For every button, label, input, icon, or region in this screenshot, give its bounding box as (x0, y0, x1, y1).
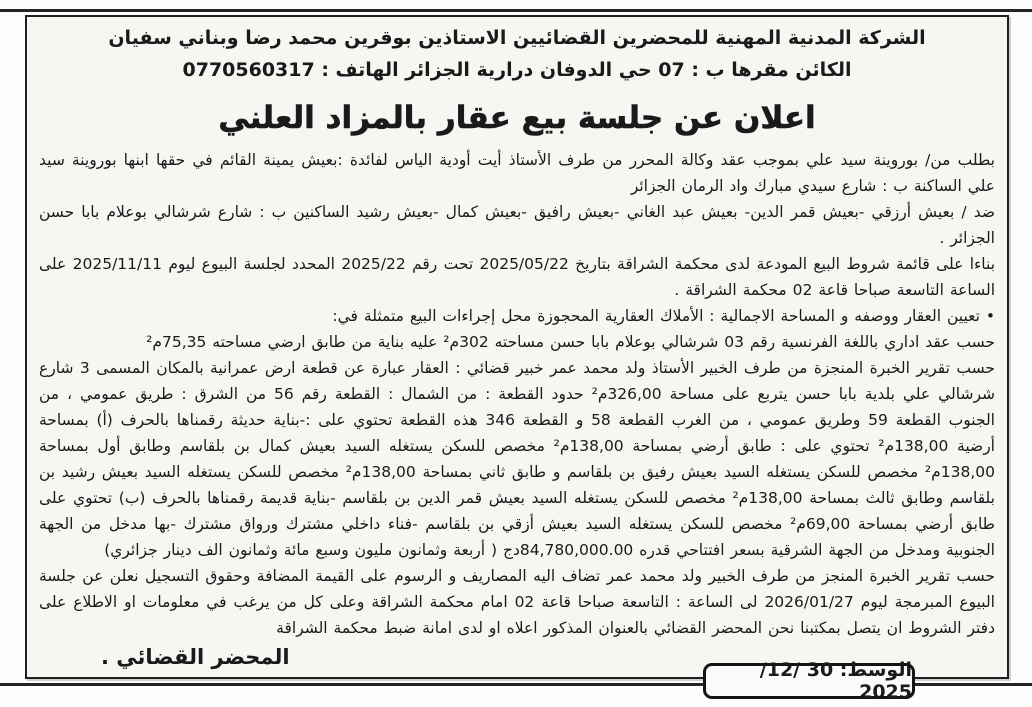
document-frame (25, 15, 1009, 679)
bailiff-signature: المحضر القضائي . (101, 645, 290, 669)
office-address-phone: الكائن مقرها ب : 07 حي الدوفان درارية الجزائر الهاتف : 0770560317 (182, 59, 852, 81)
top-border-rule (0, 9, 1032, 12)
paragraph-against: ضد / بعيش أرزقي -بعيش قمر الدين- بعيش عبد الغاني -بعيش رافيق -بعيش كمال -بعيش رشيد الساكنين ب : شارع شرشالي بوعلام بابا حسن الجزائر . (39, 203, 995, 247)
paragraph-session-announcement: حسب تقرير الخبرة المنجز من طرف الخبير ولد محمد عمر تضاف اليه المصاريف و الرسوم على القيمة المضافة وحقوق التسجيل نعلن عن جلسة البيوع المبرمجة ليوم 2026/01/27 لى الساعة : التاسعة صباحا قاعة 02 امام محكمة الشراقة وعلى كل من يرغب في معلومات او الاطلاع على دفتر الشروط ان يتصل بمكتبنا نحن المحضر القضائي بالعنوان المذكور اعلاه او لدى امانة ضبط محكمة الشراقة (39, 567, 995, 637)
date-stamp-text: الوسط: 30 /12/ 2025 (759, 659, 912, 703)
date-stamp-box (703, 659, 915, 703)
paragraph-admin-deed: حسب عقد اداري باللغة الفرنسية رقم 03 شرشالي بوعلام بابا حسن مساحته 302م² عليه بناية من طابق ارضي مساحته 75,35م² (146, 333, 995, 351)
notice-body (39, 147, 995, 641)
paragraph-expert-report: حسب تقرير الخبرة المنجزة من طرف الخبير الأستاذ ولد محمد عمر خبير قضائي : العقار عبارة عن قطعة ارض عمرانية بالمكان المسمى 3 شارع شرشالي علي بلدية بابا حسن يتربع على مساحة 326,00م² حدود القطعة : من الشمال : القطعة رقم 56 من الشرق : طريق عمومي ، من الجنوب القطعة 59 وطريق عمومي ، من الغرب القطعة 58 و القطعة 346 هذه القطعة تحتوي على :-بناية حديثة رقمناها بالحرف (أ) بمساحة أرضية 138,00م² تحتوي على : طابق أرضي بمساحة 138,00م² مخصص للسكن يستغله السيد بعيش كمال بن بلقاسم وطابق أول بمساحة 138,00م² مخصص للسكن يستغله السيد بعيش رفيق بن بلقاسم و طابق ثاني بمساحة 138,00م² مخصص للسكن يستغله السيد بعيش رشيد بن بلقاسم وطابق ثالث بمساحة 138,00م² مخصص للسكن يستغله السيد بعيش قمر الدين بن بلقاسم -بناية قديمة رقمناها بالحرف (ب) تحتوي على طابق أرضي بمساحة 69,00م² مخصص للسكن يستغله السيد بعيش أزقي بن بلقاسم -فناء داخلي مشترك ورواق مشترك -بها مدخل من الجهة الجنوبية ومدخل من الجهة الشرقية بسعر افتتاحي قدره 84,780,000.00دج ( أربعة وثمانون مليون وسبع مائة وثمانون الف دينار جزائري) (39, 359, 996, 559)
paragraph-property-designation: • تعيين العقار ووصفه و المساحة الاجمالية : الأملاك العقارية المحجوزة محل إجراءات البيع متمثلة في: (332, 307, 995, 325)
office-name: الشركة المدنية المهنية للمحضرين القضائيين الاستاذين بوقرين محمد رضا وبناني سفيان (108, 27, 926, 49)
paragraph-sale-terms: بناءا على قائمة شروط البيع المودعة لدى محكمة الشراقة بتاريخ 2025/05/22 تحت رقم 2025/22 المحدد لجلسة البيوع ليوم 2025/11/11 على الساعة التاسعة صباحا قاعة 02 محكمة الشراقة . (39, 255, 996, 299)
paragraph-request: بطلب من/ بوروينة سيد علي بموجب عقد وكالة المحرر من طرف الأستاذ أيت أودية الياس لفائدة :بعيش يمينة القائم في حقها ابنها بوروينة سيد علي الساكنة ب : شارع سيدي مبارك واد الرمان الجزائر (39, 151, 995, 195)
notice-title: اعلان عن جلسة بيع عقار بالمزاد العلني (218, 100, 816, 136)
